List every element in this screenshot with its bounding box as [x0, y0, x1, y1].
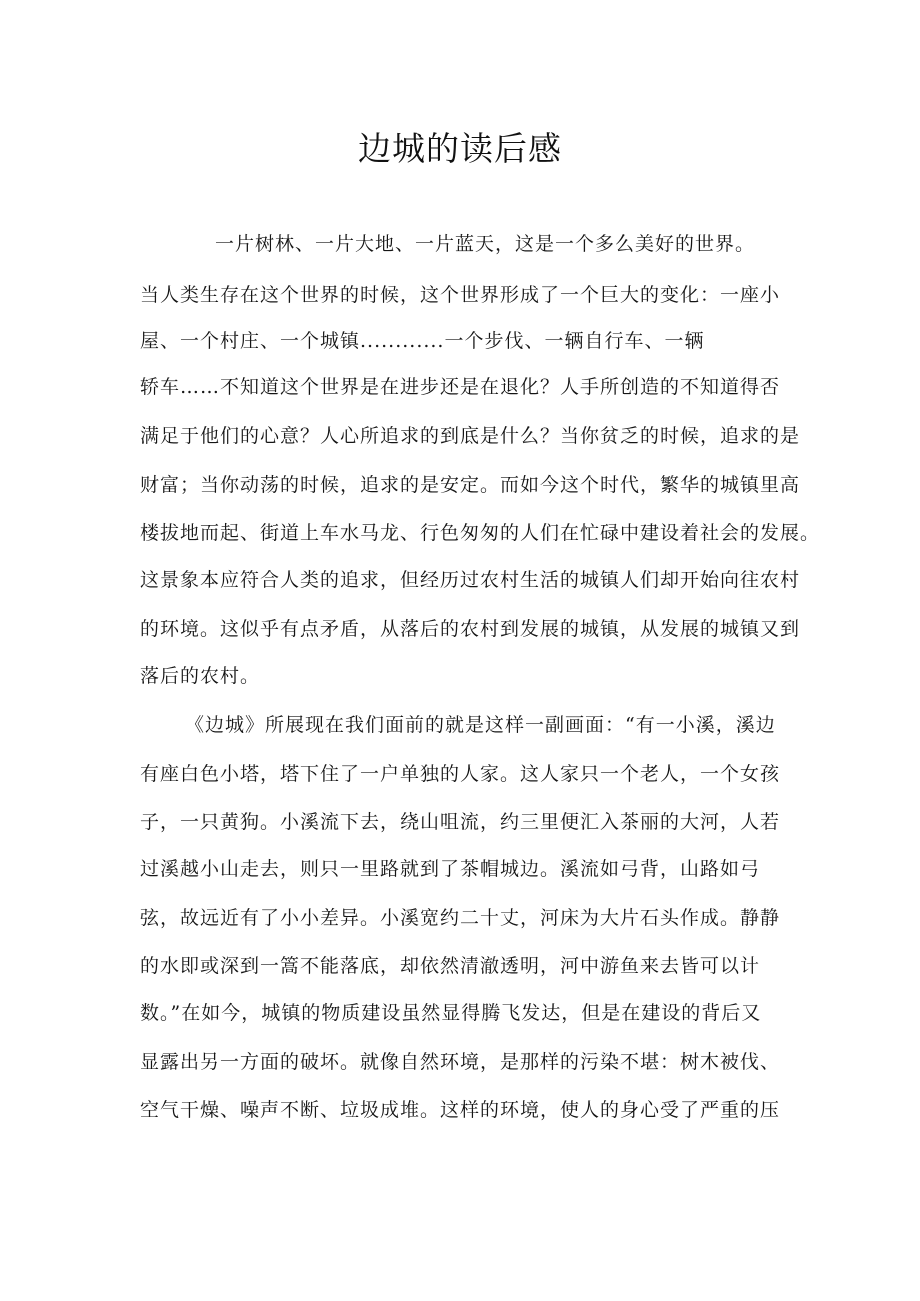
paragraph-line: 财富；当你动荡的时候，追求的是安定。而如今这个时代，繁华的城镇里高 [140, 474, 801, 496]
paragraph-line: 满足于他们的心意？人心所追求的到底是什么？当你贫乏的时候，追求的是 [140, 425, 801, 447]
paragraph-line: 当人类生存在这个世界的时候，这个世界形成了一个巨大的变化：一座小 [140, 284, 781, 306]
paragraph-line: 空气干燥、噪声不断、垃圾成堆。这样的环境，使人的身心受了严重的压 [140, 1099, 781, 1121]
paragraph-line: 过溪越小山走去，则只一里路就到了茶帽城边。溪流如弓背，山路如弓 [140, 858, 761, 880]
paragraph-line: 楼拔地而起、街道上车水马龙、行色匆匆的人们在忙碌中建设着社会的发展。 [140, 522, 821, 544]
paragraph-line: 的水即或深到一篙不能落底，却依然清澈透明，河中游鱼来去皆可以计 [140, 955, 761, 977]
paragraph-line: 显露出另一方面的破坏。就像自然环境，是那样的污染不堪：树木被伐、 [140, 1051, 781, 1073]
paragraph-line: 有座白色小塔，塔下住了一户单独的人家。这人家只一个老人，一个女孩 [140, 763, 781, 785]
paragraph-line: 数。”在如今，城镇的物质建设虽然显得腾飞发达，但是在建设的背后又 [140, 1002, 762, 1024]
paragraph-line: 落后的农村。 [140, 665, 261, 687]
paragraph-line: 《边城》所展现在我们面前的就是这样一副画面：“有一小溪，溪边 [185, 714, 776, 736]
paragraph-line: 子，一只黄狗。小溪流下去，绕山咀流，约三里便汇入茶丽的大河，人若 [140, 811, 781, 833]
paragraph-line: 弦，故远近有了小小差异。小溪宽约二十丈，河床为大片石头作成。静静 [140, 907, 781, 929]
paragraph-line: 的环境。这似乎有点矛盾，从落后的农村到发展的城镇，从发展的城镇又到 [140, 618, 801, 640]
paragraph-line: 一片树林、一片大地、一片蓝天，这是一个多么美好的世界。 [215, 233, 756, 255]
paragraph-line: 轿车……不知道这个世界是在进步还是在退化？人手所创造的不知道得否 [140, 376, 781, 398]
document-title: 边城的读后感 [358, 129, 562, 168]
paragraph-line: 屋、一个村庄、一个城镇............一个步伐、一辆自行车、一辆 [140, 330, 705, 352]
paragraph-line: 这景象本应符合人类的追求，但经历过农村生活的城镇人们却开始向往农村 [140, 569, 801, 591]
